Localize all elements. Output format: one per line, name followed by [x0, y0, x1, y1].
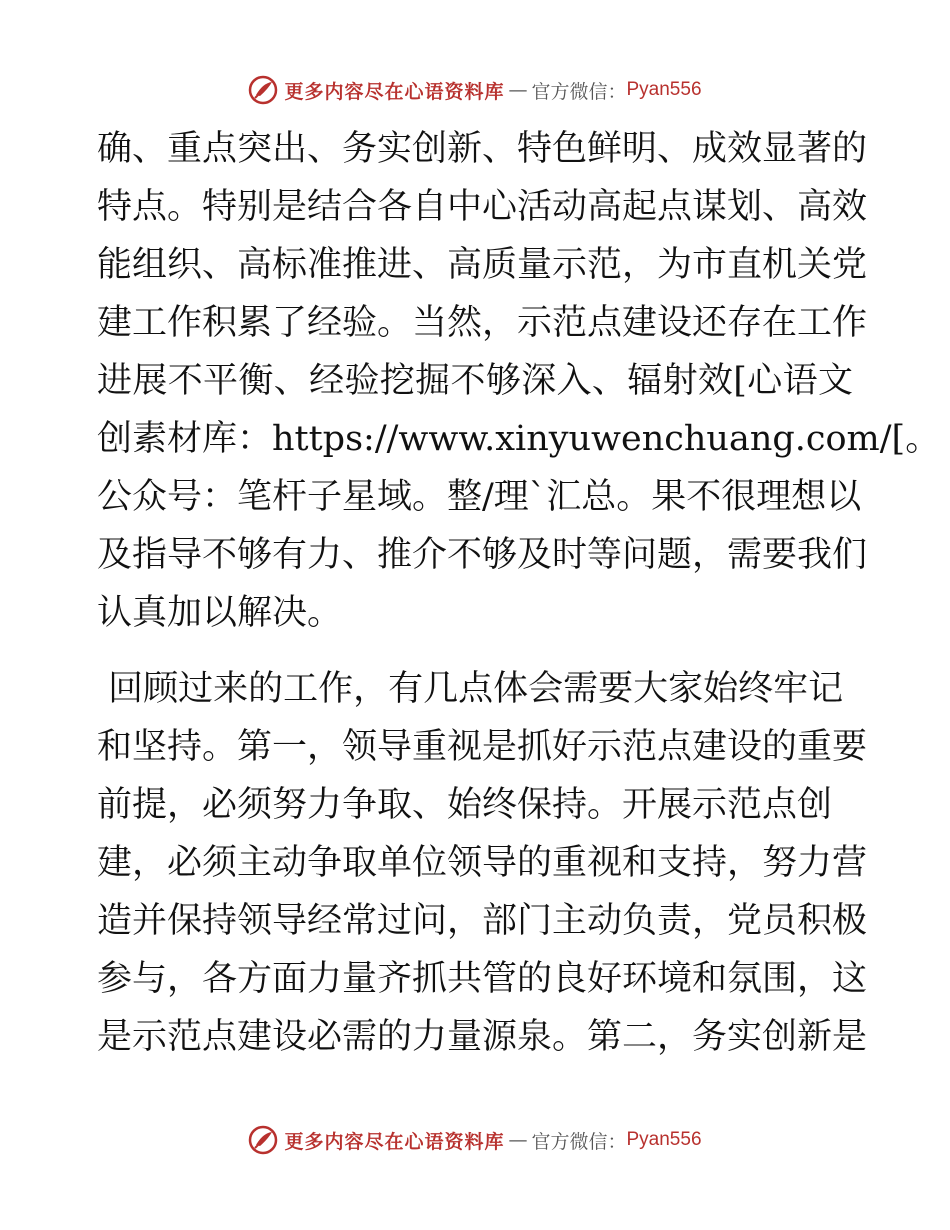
paragraph-1 [97, 120, 941, 642]
watermark-separator: — [508, 1129, 528, 1151]
text-line: 认真加以解决。 [97, 593, 343, 633]
text-line: 特点。特别是结合各自中心活动高起点谋划、高效 [97, 187, 868, 227]
paragraph-gap [97, 642, 853, 660]
text-line: 进展不平衡、经验挖掘不够深入、辐射效[心语文 [97, 361, 853, 401]
book-feather-logo-icon [248, 1125, 278, 1155]
watermark-official-label: 官方微信： [531, 80, 627, 103]
text-line: 公众号：笔杆子星域。整/理`汇总。果不很理想以 [97, 477, 862, 517]
text-line: 能组织、高标准推进、高质量示范，为市直机关党 [97, 245, 868, 285]
text-line: 参与，各方面力量齐抓共管的良好环境和氛围，这 [97, 959, 868, 999]
document-body [97, 120, 941, 1066]
watermark-main-text: 更多内容尽在心语资料库 [284, 1130, 505, 1153]
footer-watermark [0, 1120, 950, 1160]
watermark-main-text: 更多内容尽在心语资料库 [284, 80, 505, 103]
book-feather-logo-icon [248, 75, 278, 105]
watermark-official-label: 官方微信： [531, 1130, 627, 1153]
text-line: 造并保持领导经常过问，部门主动负责，党员积极 [97, 901, 868, 941]
text-line: 确、重点突出、务实创新、特色鲜明、成效显著的 [97, 129, 868, 169]
watermark-wechat-id: Pyan556 [626, 79, 702, 100]
text-line: 回顾过来的工作，有几点体会需要大家始终牢记 [97, 669, 844, 709]
header-watermark [0, 70, 950, 110]
text-line: 和坚持。第一，领导重视是抓好示范点建设的重要 [97, 727, 868, 767]
text-line: 及指导不够有力、推介不够及时等问题，需要我们 [97, 535, 868, 575]
watermark-separator: — [508, 79, 528, 101]
text-line: 建工作积累了经验。当然，示范点建设还存在工作 [97, 303, 868, 343]
paragraph-2 [97, 660, 868, 1066]
watermark-wechat-id: Pyan556 [626, 1129, 702, 1150]
text-line: 创素材库：https://www.xinyuwenchuang.com/[。 [97, 419, 941, 459]
text-line: 是示范点建设必需的力量源泉。第二，务实创新是 [97, 1017, 868, 1057]
text-line: 前提，必须努力争取、始终保持。开展示范点创 [97, 785, 833, 825]
text-line: 建，必须主动争取单位领导的重视和支持，努力营 [97, 843, 868, 883]
